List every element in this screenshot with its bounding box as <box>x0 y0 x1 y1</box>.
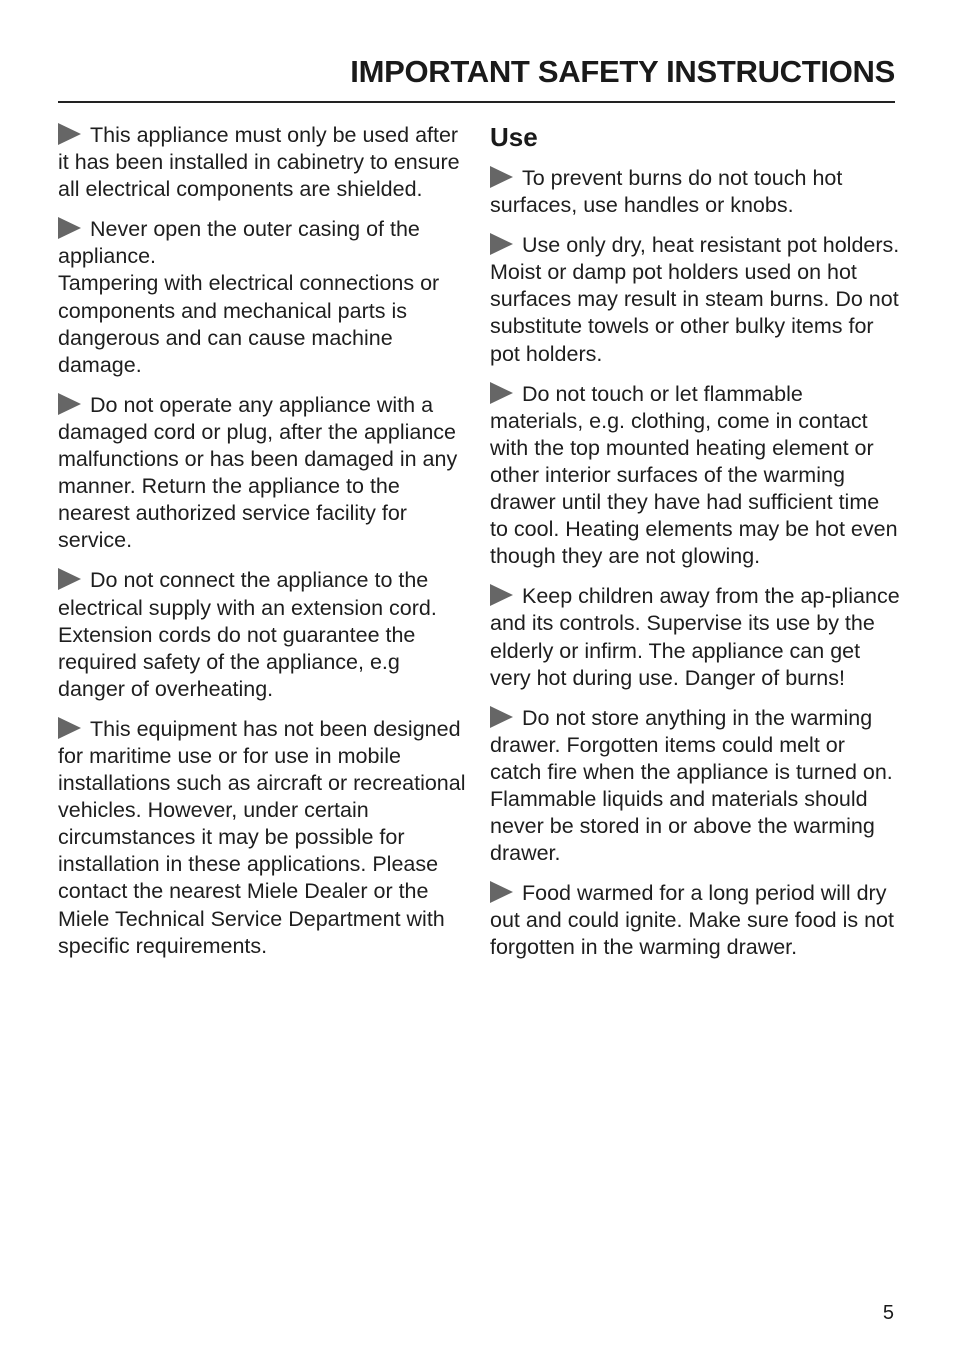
right-column <box>490 122 900 975</box>
page-header <box>58 50 895 103</box>
page-number: 5 <box>882 1302 894 1324</box>
safety-paragraph-damaged-cord <box>58 392 470 555</box>
triangle-bullet-icon <box>490 706 513 728</box>
paragraph-text: Use only dry, heat resistant pot holders. Moist or damp pot holders used on hot surfaces may result in steam burns. Do not substitute towels or other bulky items for pot holders. <box>490 233 900 366</box>
safety-paragraph-outer-casing <box>58 216 470 379</box>
triangle-bullet-icon <box>58 568 81 590</box>
triangle-bullet-icon <box>58 717 81 739</box>
paragraph-text: Never open the outer casing of the appliance. <box>58 217 420 269</box>
safety-paragraph-extension-cord <box>58 567 470 702</box>
triangle-bullet-icon <box>490 382 513 404</box>
paragraph-text: Keep children away from the ap-pliance and its controls. Supervise its use by the elderly or infirm. The appliance can get very hot during use. Danger of burns! <box>490 584 900 690</box>
triangle-bullet-icon <box>490 584 513 606</box>
triangle-bullet-icon <box>490 166 513 188</box>
use-paragraph-hot-surfaces <box>490 165 900 219</box>
safety-paragraph-maritime-use <box>58 716 470 960</box>
paragraph-text: This equipment has not been designed for maritime use or for use in mobile installations such as aircraft or recreational vehicles. However, under certain circumstances it may be possible for installation in these applications. Please contact the nearest Miele Dealer or the Miele Technical Service Department with specific requirements. <box>58 716 466 958</box>
triangle-bullet-icon <box>58 123 81 145</box>
use-paragraph-food-warmed <box>490 880 900 961</box>
paragraph-text: Do not operate any appliance with a damaged cord or plug, after the appliance malfunctions or has been damaged in any manner. Return the appliance to the nearest authorized service facility for service. <box>58 392 458 553</box>
page-title: IMPORTANT SAFETY INSTRUCTIONS <box>350 54 895 89</box>
triangle-bullet-icon <box>58 217 81 239</box>
paragraph-text: Do not touch or let flammable materials, e.g. clothing, come in contact with the top mounted heating element or other interior surfaces of the warming drawer until they have had sufficient time to cool. Heating elements may be hot even though they are not glowing. <box>490 381 898 569</box>
triangle-bullet-icon <box>490 881 513 903</box>
triangle-bullet-icon <box>58 393 81 415</box>
use-paragraph-children <box>490 583 900 691</box>
section-heading-use: Use <box>490 122 538 152</box>
paragraph-text: Do not connect the appliance to the electrical supply with an extension cord. Extension cords do not guarantee the required safety of the appliance, e.g danger of overheating. <box>58 568 437 701</box>
paragraph-text: This appliance must only be used after it has been installed in cabinetry to ensure all electrical components are shielded. <box>58 123 460 202</box>
triangle-bullet-icon <box>490 233 513 255</box>
paragraph-text: Do not store anything in the warming drawer. Forgotten items could melt or catch fire when the appliance is turned on. Flammable liquids and materials should never be stored in or above the warming drawer. <box>490 705 893 866</box>
left-column <box>58 122 470 973</box>
use-paragraph-pot-holders <box>490 232 900 367</box>
paragraph-text: To prevent burns do not touch hot surfaces, use handles or knobs. <box>490 166 843 218</box>
safety-paragraph-installed-cabinetry <box>58 122 470 203</box>
paragraph-continuation: Tampering with electrical connections or components and mechanical parts is dangerous and can cause machine damage. <box>58 271 440 377</box>
use-paragraph-storage <box>490 705 900 868</box>
use-paragraph-flammable-materials <box>490 381 900 571</box>
paragraph-text: Food warmed for a long period will dry out and could ignite. Make sure food is not forgotten in the warming drawer. <box>490 881 894 960</box>
